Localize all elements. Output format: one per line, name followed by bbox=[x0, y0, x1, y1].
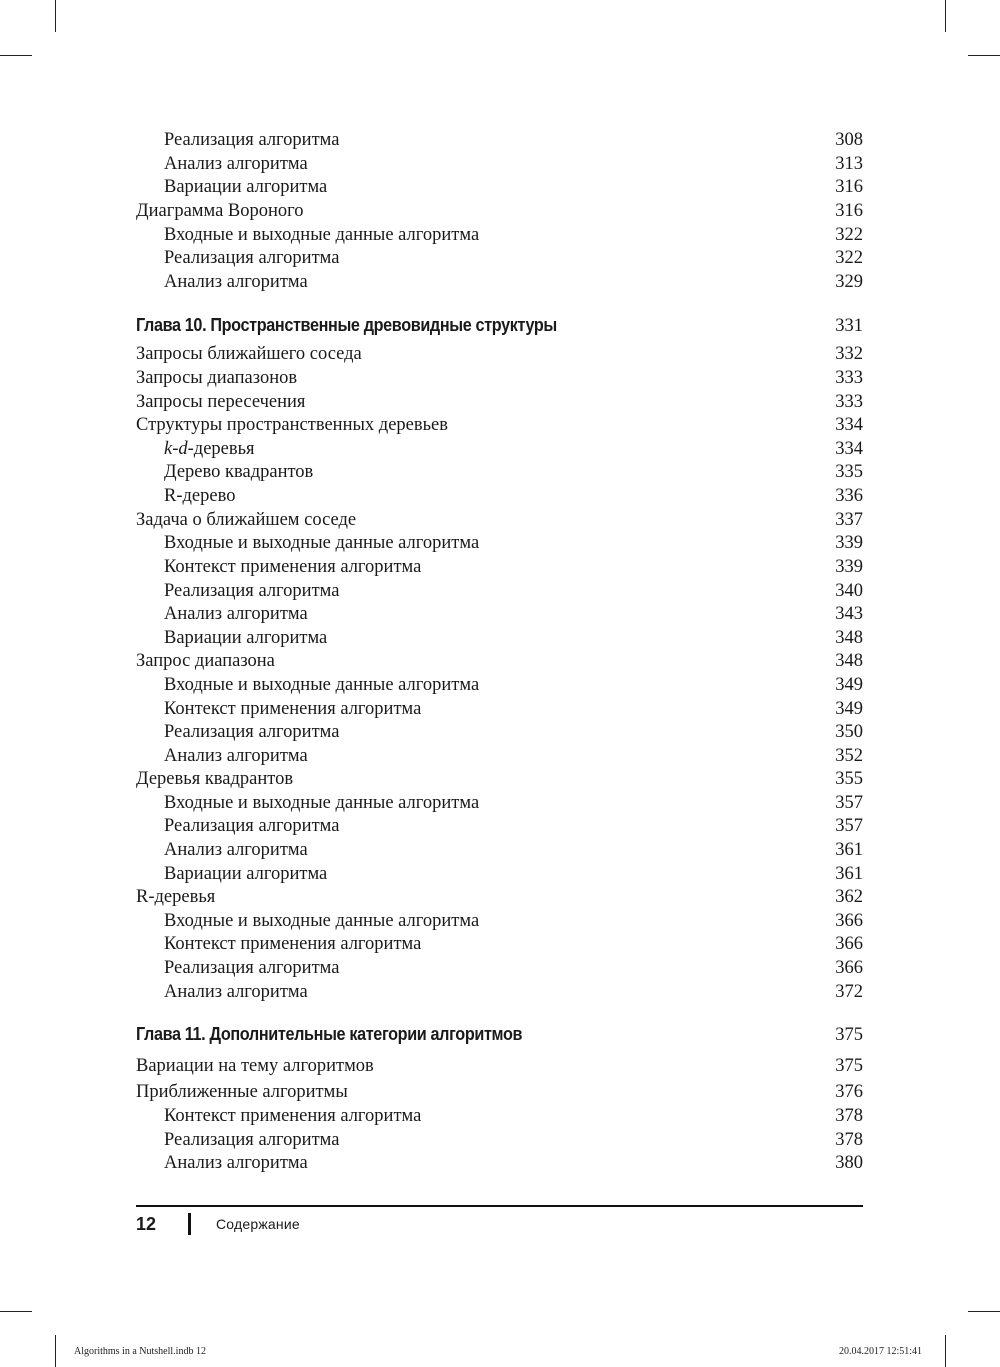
toc-entry-page: 355 bbox=[835, 769, 863, 789]
toc-entry-title: Запросы диапазонов bbox=[136, 368, 298, 388]
toc-entry bbox=[136, 342, 863, 366]
slug-timestamp: 20.04.2017 12:51:41 bbox=[838, 1346, 922, 1357]
toc-entry-page: 357 bbox=[835, 793, 863, 813]
crop-mark bbox=[55, 0, 56, 32]
chapter-heading bbox=[136, 313, 863, 337]
toc-entry bbox=[136, 484, 863, 508]
toc-entry-page: 361 bbox=[835, 864, 863, 884]
toc-entry-page: 335 bbox=[835, 462, 863, 482]
toc-entry-page: 339 bbox=[835, 557, 863, 577]
toc-entry-page: 349 bbox=[835, 699, 863, 719]
toc-entry-page: 348 bbox=[835, 651, 863, 671]
toc-entry bbox=[136, 862, 863, 886]
toc-entry-page: 352 bbox=[835, 746, 863, 766]
toc-entry bbox=[136, 791, 863, 815]
toc-entry-title: Входные и выходные данные алгоритма bbox=[164, 533, 480, 553]
toc-entry bbox=[136, 744, 863, 768]
toc-entry-title: Задача о ближайшем соседе bbox=[136, 510, 357, 530]
toc-entry-title: Анализ алгоритма bbox=[164, 272, 308, 292]
toc-entry-title: Структуры пространственных деревьев bbox=[136, 415, 448, 435]
toc-entry-page: 349 bbox=[835, 675, 863, 695]
chapter-page: 375 bbox=[835, 1025, 863, 1045]
toc-entry-title: Анализ алгоритма bbox=[164, 746, 308, 766]
footer-divider bbox=[188, 1213, 191, 1235]
toc-entry bbox=[136, 932, 863, 956]
toc-entry-title: Вариации алгоритма bbox=[164, 177, 328, 197]
toc-entry-page: 337 bbox=[835, 510, 863, 530]
toc-entry bbox=[136, 885, 863, 909]
toc-entry bbox=[136, 1054, 863, 1078]
toc-entry-title: Реализация алгоритма bbox=[164, 722, 340, 742]
toc-entry bbox=[136, 673, 863, 697]
toc-entry-title: Анализ алгоритма bbox=[164, 604, 308, 624]
toc-entry-page: 343 bbox=[835, 604, 863, 624]
toc-entry bbox=[136, 1128, 863, 1152]
toc-entry bbox=[136, 814, 863, 838]
crop-mark bbox=[0, 1311, 32, 1312]
toc-entry bbox=[136, 649, 863, 673]
toc-entry-page: 357 bbox=[835, 816, 863, 836]
toc-entry-page: 380 bbox=[835, 1153, 863, 1173]
toc-entry-title: Входные и выходные данные алгоритма bbox=[164, 225, 480, 245]
toc-entry-page: 340 bbox=[835, 581, 863, 601]
chapter-page: 331 bbox=[835, 316, 863, 336]
toc-entry-title: Входные и выходные данные алгоритма bbox=[164, 793, 480, 813]
toc-entry-title: R-дерево bbox=[164, 486, 236, 506]
toc-entry-page: 362 bbox=[835, 887, 863, 907]
toc-entry bbox=[136, 152, 863, 176]
toc-entry bbox=[136, 767, 863, 791]
crop-mark bbox=[0, 55, 32, 56]
toc-entry-page: 333 bbox=[835, 368, 863, 388]
toc-entry bbox=[136, 223, 863, 247]
page-number: 12 bbox=[136, 1214, 157, 1234]
crop-mark bbox=[945, 0, 946, 32]
toc-entry-title: Анализ алгоритма bbox=[164, 1153, 308, 1173]
toc-entry-title: Реализация алгоритма bbox=[164, 130, 340, 150]
toc-entry-page: 348 bbox=[835, 628, 863, 648]
toc-entry-title: Запросы ближайшего соседа bbox=[136, 344, 362, 364]
toc-entry-title: Реализация алгоритма bbox=[164, 248, 340, 268]
toc-entry-page: 336 bbox=[835, 486, 863, 506]
toc-entry-title: Контекст применения алгоритма bbox=[164, 1106, 422, 1126]
slug-file: Algorithms in a Nutshell.indb 12 bbox=[74, 1346, 206, 1357]
crop-mark bbox=[945, 1335, 946, 1367]
toc-entry-page: 350 bbox=[835, 722, 863, 742]
toc-entry bbox=[136, 956, 863, 980]
toc-entry-title: Реализация алгоритма bbox=[164, 581, 340, 601]
toc-entry-title-rest: -деревья bbox=[187, 439, 255, 459]
toc-entry-page: 375 bbox=[835, 1056, 863, 1076]
footer-rule bbox=[136, 1205, 863, 1207]
toc-entry-title: Анализ алгоритма bbox=[164, 840, 308, 860]
toc-entry-page: 334 bbox=[835, 439, 863, 459]
toc-entry-page: 329 bbox=[835, 272, 863, 292]
toc-entry bbox=[136, 199, 863, 223]
toc-entry-title: Контекст применения алгоритма bbox=[164, 557, 422, 577]
toc-entry bbox=[136, 602, 863, 626]
toc-entry bbox=[136, 437, 863, 461]
toc-entry-title: Запрос диапазона bbox=[136, 651, 275, 671]
toc-entry-title: Контекст применения алгоритма bbox=[164, 934, 422, 954]
toc-entry bbox=[136, 909, 863, 933]
toc-entry bbox=[136, 555, 863, 579]
toc-entry bbox=[136, 413, 863, 437]
toc-entry bbox=[136, 1104, 863, 1128]
toc-entry-page: 378 bbox=[835, 1106, 863, 1126]
toc-entry-page: 372 bbox=[835, 982, 863, 1002]
toc-entry-page: 333 bbox=[835, 392, 863, 412]
toc-entry bbox=[136, 531, 863, 555]
toc-entry-page: 366 bbox=[835, 911, 863, 931]
toc-entry-title: Входные и выходные данные алгоритма bbox=[164, 911, 480, 931]
toc-entry bbox=[136, 1151, 863, 1175]
toc-entry bbox=[136, 128, 863, 152]
toc-entry bbox=[136, 270, 863, 294]
toc-entry-title: Анализ алгоритма bbox=[164, 982, 308, 1002]
toc-entry-title: Входные и выходные данные алгоритма bbox=[164, 675, 480, 695]
toc-entry-title: Реализация алгоритма bbox=[164, 1130, 340, 1150]
chapter-title: Глава 10. Пространственные древовидные структуры bbox=[136, 315, 557, 335]
toc-entry-page: 366 bbox=[835, 934, 863, 954]
toc-entry-page: 332 bbox=[835, 344, 863, 364]
toc-entry-title: Деревья квадрантов bbox=[136, 769, 294, 789]
toc-entry bbox=[136, 626, 863, 650]
toc-entry bbox=[136, 508, 863, 532]
toc-entry bbox=[136, 980, 863, 1004]
toc-entry bbox=[136, 838, 863, 862]
toc-entry bbox=[136, 460, 863, 484]
toc-entry-title: Анализ алгоритма bbox=[164, 154, 308, 174]
toc-entry-title: Диаграмма Вороного bbox=[136, 201, 304, 221]
toc-entry-page: 316 bbox=[835, 177, 863, 197]
toc-entry bbox=[136, 579, 863, 603]
chapter-title: Глава 11. Дополнительные категории алгоритмов bbox=[136, 1024, 523, 1044]
toc-entry-title: Реализация алгоритма bbox=[164, 816, 340, 836]
toc-entry bbox=[136, 175, 863, 199]
toc-entry-title: R-деревья bbox=[136, 887, 216, 907]
toc-entry-title-italic: k-d bbox=[164, 439, 188, 459]
toc-entry-title: Приближенные алгоритмы bbox=[136, 1082, 348, 1102]
toc-entry-title: Реализация алгоритма bbox=[164, 958, 340, 978]
toc-entry bbox=[136, 390, 863, 414]
crop-mark bbox=[55, 1335, 56, 1367]
toc-entry-title: Дерево квадрантов bbox=[164, 462, 314, 482]
crop-mark bbox=[968, 1311, 1000, 1312]
toc-entry bbox=[136, 246, 863, 270]
toc-entry bbox=[136, 720, 863, 744]
toc-entry-page: 366 bbox=[835, 958, 863, 978]
toc-entry-page: 376 bbox=[835, 1082, 863, 1102]
running-title: Содержание bbox=[216, 1216, 300, 1232]
chapter-heading bbox=[136, 1022, 863, 1046]
toc-entry-page: 378 bbox=[835, 1130, 863, 1150]
toc-entry-page: 361 bbox=[835, 840, 863, 860]
toc-entry-title: Запросы пересечения bbox=[136, 392, 306, 412]
toc-entry-page: 322 bbox=[835, 248, 863, 268]
toc-entry bbox=[136, 697, 863, 721]
toc-entry-page: 316 bbox=[835, 201, 863, 221]
toc-entry-title: Вариации на тему алгоритмов bbox=[136, 1056, 374, 1076]
toc-entry-title: Вариации алгоритма bbox=[164, 628, 328, 648]
toc-entry-page: 322 bbox=[835, 225, 863, 245]
toc-entry-title bbox=[136, 437, 255, 461]
crop-mark bbox=[968, 55, 1000, 56]
toc-entry bbox=[136, 1080, 863, 1104]
toc-entry-page: 308 bbox=[835, 130, 863, 150]
toc-entry-page: 334 bbox=[835, 415, 863, 435]
toc-entry bbox=[136, 366, 863, 390]
toc-entry-title: Контекст применения алгоритма bbox=[164, 699, 422, 719]
toc-entry-title: Вариации алгоритма bbox=[164, 864, 328, 884]
toc-entry-page: 339 bbox=[835, 533, 863, 553]
toc-entry-page: 313 bbox=[835, 154, 863, 174]
